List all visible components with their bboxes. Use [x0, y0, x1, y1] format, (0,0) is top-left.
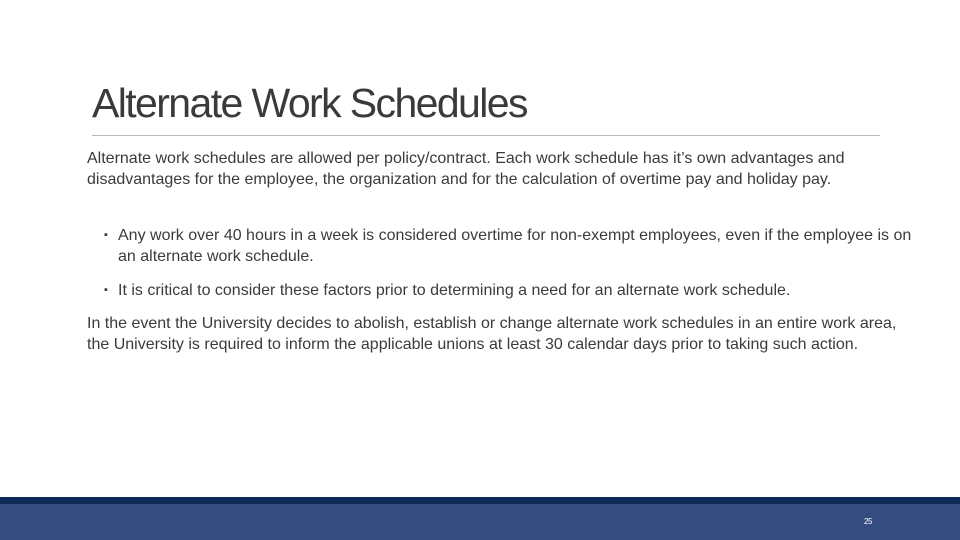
- bullet-text: Any work over 40 hours in a week is considered overtime for non-exempt employees, even if the employee is on an alternate work schedule.: [118, 227, 912, 265]
- square-bullet-icon: ▪: [104, 284, 108, 296]
- list-item: [104, 225, 916, 267]
- square-bullet-icon: ▪: [104, 229, 108, 241]
- intro-paragraph: Alternate work schedules are allowed per policy/contract. Each work schedule has it’s own advantages and disadvantages for the employee, the organization and for the calculation of overtime pay and holiday pay.: [87, 150, 845, 188]
- slide-title: Alternate Work Schedules: [92, 80, 527, 126]
- bullet-text: It is critical to consider these factors prior to determining a need for an alternate work schedule.: [118, 282, 791, 299]
- title-divider: [92, 135, 880, 136]
- footer-bar: [0, 504, 960, 540]
- list-item: [104, 280, 916, 301]
- footer-accent-bar: [0, 497, 960, 504]
- bullet-list: [104, 225, 916, 314]
- page-number: 25: [864, 517, 872, 526]
- closing-paragraph: In the event the University decides to abolish, establish or change alternate work schedules in an entire work area, the University is required to inform the applicable unions at least 30 calendar days prior to taking such action.: [87, 315, 897, 353]
